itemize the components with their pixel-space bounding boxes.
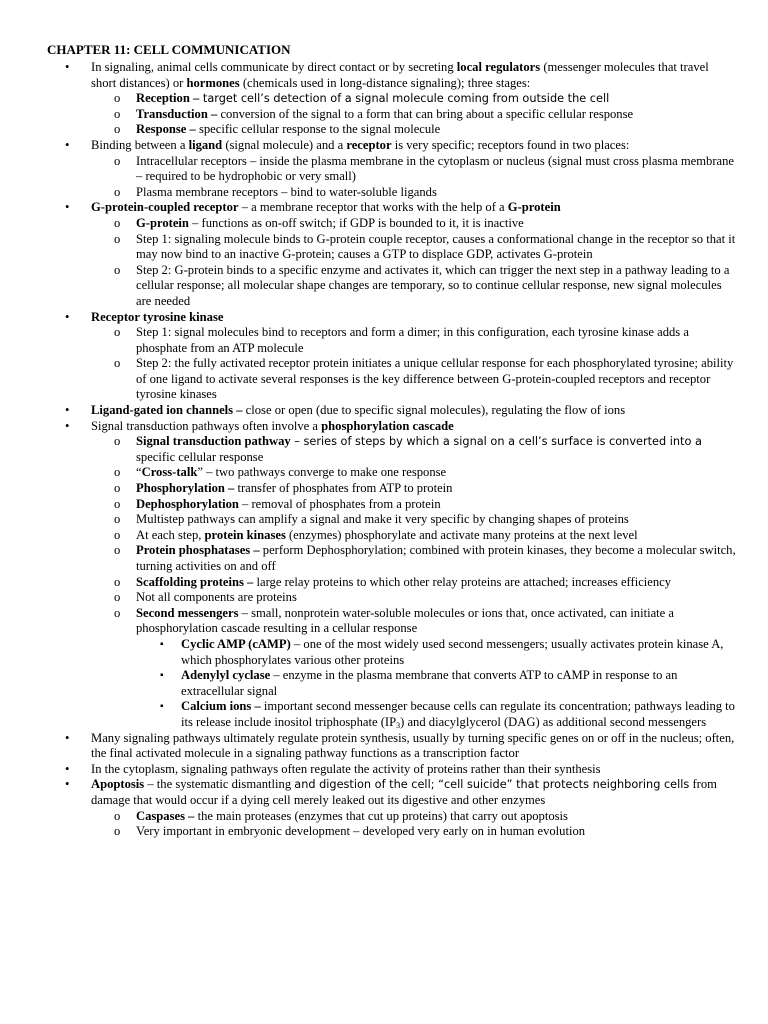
bold-term: Dephosphorylation [136,496,239,511]
text-segment: Step 1: signaling molecule binds to G-protein couple receptor, causes a conformational change in the receptor so that it may now bind to an inactive G-protein; causes a GTP to displace GDP, activates G-protein [136,231,736,262]
bold-term: Calcium ions – [181,699,261,714]
outline-item-level-3 [47,668,737,699]
circle-marker: o [114,481,121,496]
text-segment: Step 1: signal molecules bind to receptors and form a dimer; in this configuration, each tyrosine kinase adds a phosphate from an ATP molecule [136,325,689,355]
bold-term: Apoptosis [91,777,145,792]
text-segment: – functions as on-off switch; if GDP is bounded to it, it is inactive [188,215,524,230]
bold-term: G-protein [507,200,561,215]
outline-item-level-1 [47,138,737,154]
text-segment: Plasma membrane receptors – bind to water-soluble ligands [136,184,437,199]
circle-marker: o [114,808,121,823]
text-segment: Many signaling pathways ultimately regulate protein synthesis, usually by turning specific genes on or off in the nucleus; often, the final activated molecule in a signaling pathway functions as a transcription factor [91,730,735,761]
bold-term: protein kinases [204,527,286,542]
bold-term: Signal transduction pathway [136,434,291,449]
circle-marker: o [114,91,121,106]
bold-term: Cyclic AMP (cAMP) [181,636,291,651]
outline-item-level-2 [47,512,737,528]
text-segment: from damage that would occur if a dying cell merely leaked out its digestive and other enzymes [91,777,717,807]
outline-item-level-1 [47,60,737,91]
text-segment: target cell’s detection of a signal molecule coming from outside the cell [199,92,610,106]
outline-item-level-2 [47,107,737,123]
bullet-marker: • [65,730,70,745]
text-segment: conversion of the signal to a form that can bring about a specific cellular response [217,106,634,121]
outline-item-level-2 [47,232,737,263]
bold-term: Response – [136,122,196,137]
text-segment: transfer of phosphates from ATP to protein [234,481,453,496]
bold-term: G-protein [136,215,189,230]
circle-marker: o [114,605,121,620]
circle-marker: o [114,496,121,511]
circle-marker: o [114,543,121,558]
text-segment: perform Dephosphorylation; combined with protein kinases, they become a molecular switch, turning activities on and off [136,543,736,573]
outline-item-level-2 [47,185,737,201]
bold-term: Cross-talk [141,465,198,480]
text-segment: ) and diacylglycerol (DAG) as additional second messengers [400,714,707,729]
bold-term: hormones [186,75,240,90]
bullet-marker: • [65,137,70,152]
text-segment: In the cytoplasm, signaling pathways often regulate the activity of proteins rather than their synthesis [91,761,601,776]
circle-marker: o [114,824,121,839]
text-segment: Very important in embryonic development – developed very early on in human evolution [136,824,586,839]
text-segment: “ [136,465,142,480]
text-segment: Signal transduction pathways often involve a [91,418,322,433]
outline-item-level-2 [47,481,737,497]
text-segment: – small, nonprotein water-soluble molecules or ions that, once activated, can initiate a phosphorylation cascade resulting in a cellular response [136,605,674,636]
text-segment: In signaling, animal cells communicate by direct contact or by secreting [91,60,457,74]
outline-item-level-2 [47,434,737,465]
text-segment: large relay proteins to which other relay proteins are attached; increases efficiency [253,574,672,589]
bold-term: Transduction – [136,106,218,121]
chapter-title: CHAPTER 11: CELL COMMUNICATION [47,42,291,57]
outline-item-level-1 [47,310,737,326]
notes-outline [47,60,737,840]
text-segment: Binding between a [91,137,189,152]
circle-marker: o [114,262,121,277]
text-segment: (messenger molecules that travel short distances) or [91,60,709,90]
bold-term: Caspases – [136,808,195,823]
outline-item-level-1 [47,403,737,419]
text-segment: specific cellular response to the signal molecule [195,122,441,137]
outline-item-level-2 [47,263,737,310]
bold-term: local regulators [456,60,541,74]
text-segment: Not all components are proteins [136,590,297,605]
bullet-marker: • [65,403,70,418]
bullet-marker: • [65,60,70,74]
circle-marker: o [114,574,121,589]
square-marker: ▪ [160,701,164,713]
outline-item-level-2 [47,216,737,232]
bold-term: receptor [346,137,392,152]
outline-item-level-1 [47,777,737,808]
bullet-marker: • [65,200,70,215]
circle-marker: o [114,434,121,449]
outline-item-level-2 [47,325,737,356]
bullet-marker: • [65,418,70,433]
outline-item-level-1 [47,419,737,435]
square-marker: ▪ [160,638,164,650]
outline-item-level-2 [47,497,737,513]
text-segment: – removal of phosphates from a protein [238,496,441,511]
text-segment: the main proteases (enzymes that cut up proteins) that carry out apoptosis [194,808,568,823]
text-segment: Step 2: the fully activated receptor protein initiates a unique cellular response for each phosphorylated tyrosine; ability of one ligand to activate several responses is the key difference between G-protein-coupled receptors and receptor tyrosine kinases [136,356,734,402]
text-segment: – a membrane receptor that works with the help of a [238,200,508,215]
bold-term: G-protein-coupled receptor [91,200,239,215]
bold-term: phosphorylation cascade [321,418,454,433]
outline-item-level-2 [47,606,737,637]
outline-item-level-3 [47,699,737,730]
text-segment: Step 2: G-protein binds to a specific enzyme and activates it, which can trigger the next step in a pathway leading to a cellular response; all molecular shape changes are temporary, so to continue cellular response, new signal molecules are needed [136,262,730,308]
text-segment: – series of steps by which a signal on a cell’s surface is converted into a [290,435,702,449]
text-segment: At each step, [136,527,205,542]
text-segment: ” – two pathways converge to make one response [197,465,447,480]
bold-term: Receptor tyrosine kinase [91,309,224,324]
outline-item-level-2 [47,575,737,591]
bold-term: ligand [188,137,223,152]
bold-term: Reception – [136,91,200,106]
circle-marker: o [114,215,121,230]
text-segment: (enzymes) phosphorylate and activate many proteins at the next level [285,527,638,542]
bullet-marker: • [65,777,70,792]
outline-item-level-2 [47,122,737,138]
outline-item-level-2 [47,528,737,544]
bold-term: Scaffolding proteins – [136,574,254,589]
circle-marker: o [114,106,121,121]
text-segment: – enzyme in the plasma membrane that converts ATP to cAMP in response to an extracellular signal [181,668,678,698]
document-page [47,42,737,840]
outline-item-level-2 [47,590,737,606]
outline-item-level-2 [47,91,737,107]
circle-marker: o [114,590,121,605]
text-segment: is very specific; receptors found in two places: [391,137,630,152]
bullet-marker: • [65,761,70,776]
outline-item-level-1 [47,200,737,216]
outline-item-level-1 [47,731,737,762]
outline-item-level-3 [47,637,737,668]
square-marker: ▪ [160,670,164,682]
bullet-marker: • [65,309,70,324]
circle-marker: o [114,527,121,542]
text-segment: and digestion of the cell; “cell suicide” that protects neighboring cells [294,778,690,792]
circle-marker: o [114,512,121,527]
text-segment: – the systematic dismantling [144,777,295,792]
circle-marker: o [114,122,121,137]
text-segment: important second messenger because cells can regulate its concentration; pathways leading to its release include inositol triphosphate (IP [181,699,735,729]
circle-marker: o [114,184,121,199]
text-segment: specific cellular response [136,449,264,464]
circle-marker: o [114,465,121,480]
outline-item-level-1 [47,762,737,778]
circle-marker: o [114,356,121,371]
text-segment: – one of the most widely used second messengers; usually activates protein kinase A, which phosphorylates various other proteins [181,636,724,667]
bold-term: Phosphorylation – [136,481,235,496]
circle-marker: o [114,153,121,168]
text-segment: (signal molecule) and a [222,137,347,152]
text-segment: close or open (due to specific signal molecules), regulating the flow of ions [242,403,626,418]
text-segment: Multistep pathways can amplify a signal and make it very specific by changing shapes of proteins [136,512,629,527]
bold-term: Second messengers [136,605,239,620]
circle-marker: o [114,325,121,340]
bold-term: Protein phosphatases – [136,543,260,558]
outline-item-level-2 [47,154,737,185]
outline-item-level-2 [47,824,737,840]
text-segment: Intracellular receptors – inside the plasma membrane in the cytoplasm or nucleus (signal must cross plasma membrane – required to be hydrophobic or very small) [136,153,735,184]
outline-item-level-2 [47,356,737,403]
outline-item-level-2 [47,543,737,574]
outline-item-level-2 [47,465,737,481]
outline-item-level-2 [47,809,737,825]
text-segment: (chemicals used in long-distance signaling); three stages: [239,75,531,90]
subscript: 3 [396,720,401,730]
bold-term: Ligand-gated ion channels – [91,403,243,418]
bold-term: Adenylyl cyclase [181,668,271,683]
circle-marker: o [114,231,121,246]
